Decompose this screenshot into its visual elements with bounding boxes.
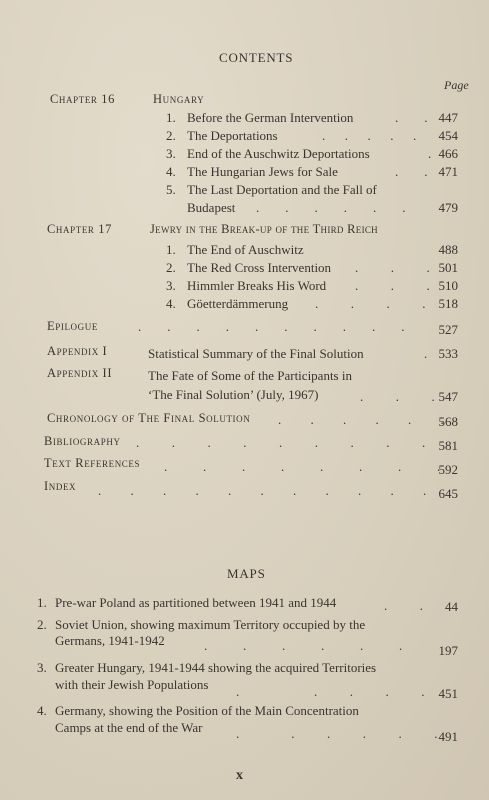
leader-dots: . . . . . — [236, 684, 425, 699]
leader-dots: . . . . . . . . . — [136, 435, 426, 450]
leader-dots: . . . . . . . . — [164, 459, 441, 474]
leader-dots: . . — [384, 598, 423, 613]
ch17-s2-title: The Red Cross Intervention — [187, 260, 332, 275]
ch16-s5-title: The Last Deportation and the Fall of — [187, 182, 377, 197]
index-label: Index — [44, 479, 77, 493]
map-2-num: 2. — [37, 617, 47, 632]
ch16-s1-num: 1. — [166, 110, 176, 125]
map-2-page: 197 — [438, 643, 458, 658]
ch17-s4-title: Göetterdämmerung — [187, 296, 289, 311]
leader-dots: . . . . . . . . . . . — [98, 483, 427, 498]
ch17-s2-num: 2. — [166, 260, 176, 275]
map-2-title: Soviet Union, showing maximum Territory occupied by the — [55, 617, 366, 632]
ch16-s3-title: End of the Auschwitz Deportations — [187, 146, 370, 161]
ch16-s5-title-cont: Budapest — [187, 200, 236, 215]
leader-dots: . . . . . . . . . . — [138, 319, 405, 334]
chapter-16-title: Hungary — [153, 92, 205, 106]
map-3-page: 451 — [438, 686, 458, 701]
leader-dots: . . . . . . — [236, 726, 438, 741]
ch17-s2-page: 501 — [438, 260, 458, 275]
ch16-s5-page: 479 — [438, 200, 458, 215]
ch16-s2-page: 454 — [438, 128, 458, 143]
page-folio: x — [236, 768, 243, 783]
ch16-s3-num: 3. — [166, 146, 176, 161]
ch17-s3-title: Himmler Breaks His Word — [187, 278, 327, 293]
ch16-s2-title: The Deportations — [187, 128, 278, 143]
maps-title: MAPS — [227, 566, 266, 581]
map-1-title: Pre-war Poland as partitioned between 1941 and 1944 — [55, 595, 337, 610]
map-2-title-cont: Germans, 1941-1942 — [55, 633, 165, 648]
appendix-1-label: Appendix I — [47, 344, 108, 358]
chapter-17-label: Chapter 17 — [47, 222, 112, 236]
appendix-2-label: Appendix II — [47, 366, 113, 380]
chronology-label: Chronology of The Final Solution — [47, 411, 251, 425]
bibliography-label: Bibliography — [44, 434, 121, 448]
leader-dots: . . . — [355, 260, 430, 275]
map-4-title: Germany, showing the Position of the Main Concentration — [55, 703, 359, 718]
ch16-s5-num: 5. — [166, 182, 176, 197]
leader-dots: . — [428, 146, 432, 161]
leader-dots: . . . — [355, 278, 430, 293]
leader-dots: . . . . . — [322, 128, 417, 143]
map-4-page: 491 — [438, 729, 458, 744]
page-column-label: Page — [444, 78, 469, 92]
ch17-s4-page: 518 — [438, 296, 458, 311]
map-1-num: 1. — [37, 595, 47, 610]
leader-dots: . . . . — [315, 296, 426, 311]
chapter-17-title: Jewry in the Break-up of the Third Reich — [150, 222, 378, 236]
epilogue-page: 527 — [438, 322, 458, 337]
ch16-s4-title: The Hungarian Jews for Sale — [187, 164, 338, 179]
ch17-s4-num: 4. — [166, 296, 176, 311]
map-4-title-cont: Camps at the end of the War — [55, 720, 203, 735]
epilogue-label: Epilogue — [47, 319, 98, 333]
ch17-s3-page: 510 — [438, 278, 458, 293]
leader-dots: . . . — [360, 389, 435, 404]
ch17-s1-page: 488 — [438, 242, 458, 257]
text-references-page: 592 — [438, 462, 458, 477]
appendix-2-title: The Fate of Some of the Participants in — [148, 368, 352, 383]
chronology-page: 568 — [438, 414, 458, 429]
map-3-title: Greater Hungary, 1941-1944 showing the acquired Territories — [55, 660, 377, 675]
ch16-s4-num: 4. — [166, 164, 176, 179]
appendix-2-page: 547 — [438, 389, 458, 404]
ch17-s1-num: 1. — [166, 242, 176, 257]
text-references-label: Text References — [44, 456, 141, 470]
appendix-2-title-cont: ‘The Final Solution’ (July, 1967) — [148, 387, 319, 402]
leader-dots: . . . . . . — [256, 200, 406, 215]
map-3-title-cont: with their Jewish Populations — [55, 677, 209, 692]
ch16-s4-page: 471 — [438, 164, 458, 179]
ch16-s3-page: 466 — [438, 146, 458, 161]
leader-dots: . . . . . . — [204, 638, 403, 653]
index-page: 645 — [438, 486, 458, 501]
ch16-s1-title: Before the German Intervention — [187, 110, 354, 125]
map-4-num: 4. — [37, 703, 47, 718]
ch17-s3-num: 3. — [166, 278, 176, 293]
ch17-s1-title: The End of Auschwitz — [187, 242, 304, 257]
ch16-s1-page: 447 — [438, 110, 458, 125]
bibliography-page: 581 — [438, 438, 458, 453]
leader-dots: . . . . . . — [278, 412, 444, 427]
leader-dots: . . — [395, 164, 428, 179]
appendix-1-page: 533 — [438, 346, 458, 361]
ch16-s2-num: 2. — [166, 128, 176, 143]
map-3-num: 3. — [37, 660, 47, 675]
contents-title: CONTENTS — [219, 50, 294, 65]
appendix-1-title: Statistical Summary of the Final Solution — [148, 346, 364, 361]
leader-dots: . — [424, 346, 428, 361]
map-1-page: 44 — [445, 599, 458, 614]
leader-dots: . . — [395, 110, 428, 125]
chapter-16-label: Chapter 16 — [50, 92, 115, 106]
